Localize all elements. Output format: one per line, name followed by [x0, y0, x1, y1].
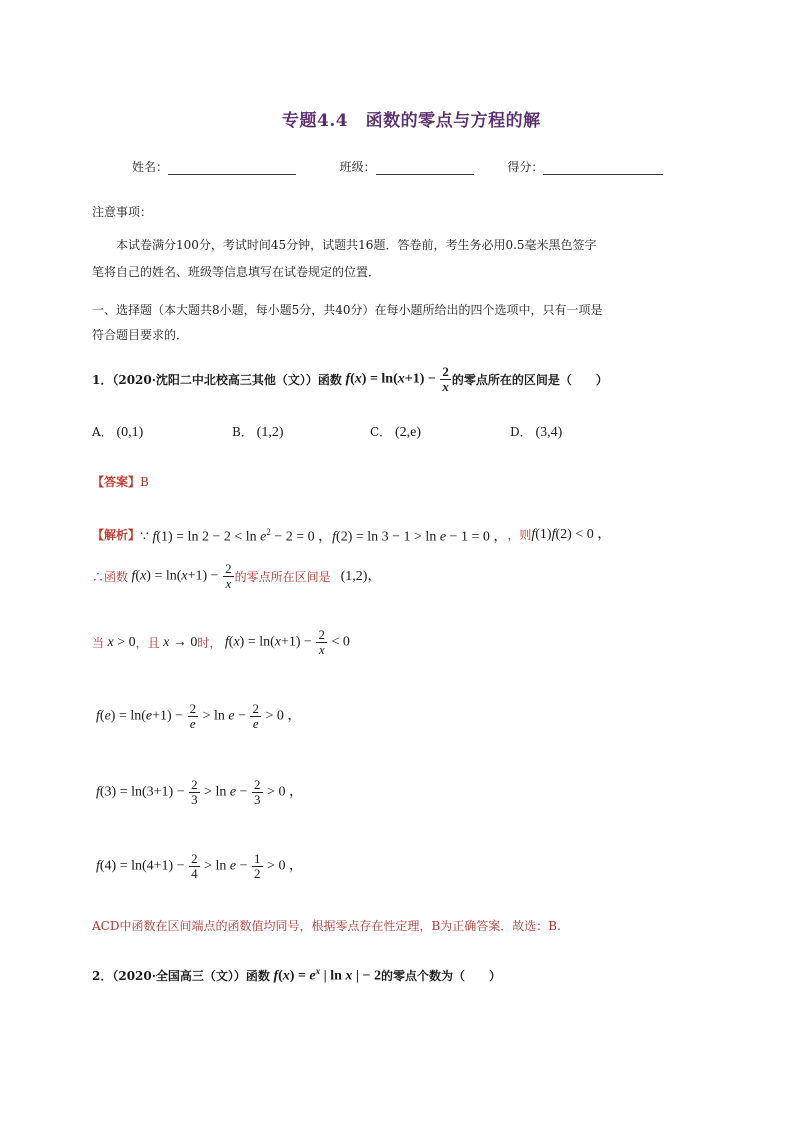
page-title: 专题4.4 函数的零点与方程的解 [282, 111, 541, 131]
f-e-line: f(e) = ln(e+1) − $\frac{2}{e}$ > ln e − $\frac{2}{e}$ > 0 ， [96, 701, 302, 731]
notice-line-1: 本试卷满分100分，考试时间45分钟，试题共16题．答卷前，考生务必用0.5毫米黑色签字 [116, 238, 597, 252]
question-2 [92, 966, 501, 985]
analysis-then: ，则 [507, 527, 532, 542]
analysis-therefore: ∴函数 [92, 569, 129, 584]
analysis-line-3: 当 x > 0 ，且 x → 0 时， f(x) = ln(x+1) − $\frac{2}{x}$ < 0 [92, 627, 350, 657]
student-info-row [132, 158, 663, 175]
option-b[interactable]: B． (1,2) [232, 425, 284, 440]
notice-heading: 注意事项： [92, 205, 153, 219]
option-a[interactable]: A． (0,1) [92, 425, 144, 440]
question-1-prefix: 1．（2020·沈阳二中北校高三其他（文））函数 [92, 373, 342, 387]
class-blank[interactable] [376, 162, 474, 175]
analysis-interval-text: 的零点所在区间是 [234, 569, 331, 584]
analysis-conclusion: ACD中函数在区间端点的函数值均同号，根据零点存在性定理，B为正确答案．故选：B. [92, 919, 561, 933]
section-1-line-1: 一、选择题（本大题共8小题，每小题5分，共40分）在每小题所给出的四个选项中，只有一项是 [92, 303, 603, 317]
notice-line-2: 笔将自己的姓名、班级等信息填写在试卷规定的位置． [92, 265, 381, 279]
analysis-line-1 [92, 522, 611, 548]
analysis-tag: 【解析】 [92, 527, 141, 542]
analysis-formula-1: ∵ $f(1) = \ln 2 - 2 < \ln e^2 - 2 = 0$ ，f(2) = ln 3 − 1 > ln e − 1 = 0 ， [140, 527, 508, 545]
f-3-line: f(3) = ln(3+1) − $\frac{2}{3}$ > ln e − $\frac{2}{3}$ > 0 ， [96, 777, 303, 807]
question-2-prefix: 2．（2020·全国高三（文））函数 [92, 968, 270, 983]
name-blank[interactable] [168, 162, 296, 175]
answer-value: B [140, 475, 149, 489]
analysis-line-2: ∴函数 f(x) = ln(x+1) − $\frac{2}{x}$ 的零点所在区间是 (1,2) ， [92, 561, 382, 591]
section-1-line-2: 符合题目要求的． [92, 328, 189, 342]
analysis-formula-2: f(1)f(2) < 0 ， [531, 526, 612, 542]
question-1-suffix: 的零点所在的区间是（ ） [451, 373, 608, 387]
question-1-formula: f(x) = ln(x+1) − $\frac{2}{x}$ [345, 364, 449, 394]
f-4-line: f(4) = ln(4+1) − $\frac{2}{4}$ > ln e − $\frac{1}{2}$ > 0 ， [96, 851, 303, 881]
class-label: 班级： [339, 160, 376, 174]
name-label: 姓名： [132, 160, 169, 174]
question-2-suffix: 的零点个数为（ ） [380, 968, 501, 983]
answer-tag: 【答案】 [92, 475, 141, 489]
analysis-function: f(x) = ln(x+1) − $\frac{2}{x}$ [131, 561, 232, 591]
answer-row [92, 472, 149, 492]
limit-formula: f(x) = ln(x+1) − $\frac{2}{x}$ < 0 [224, 627, 350, 657]
score-label: 得分： [507, 160, 544, 174]
option-d[interactable]: D． (3,4) [510, 425, 563, 440]
question-1 [92, 365, 608, 394]
analysis-interval: (1,2) [340, 568, 368, 584]
score-blank[interactable] [543, 162, 663, 175]
question-2-formula: $f(x) = e^x$ | ln x | − 2 [273, 966, 381, 984]
option-c[interactable]: C． (2,e) [370, 425, 422, 440]
